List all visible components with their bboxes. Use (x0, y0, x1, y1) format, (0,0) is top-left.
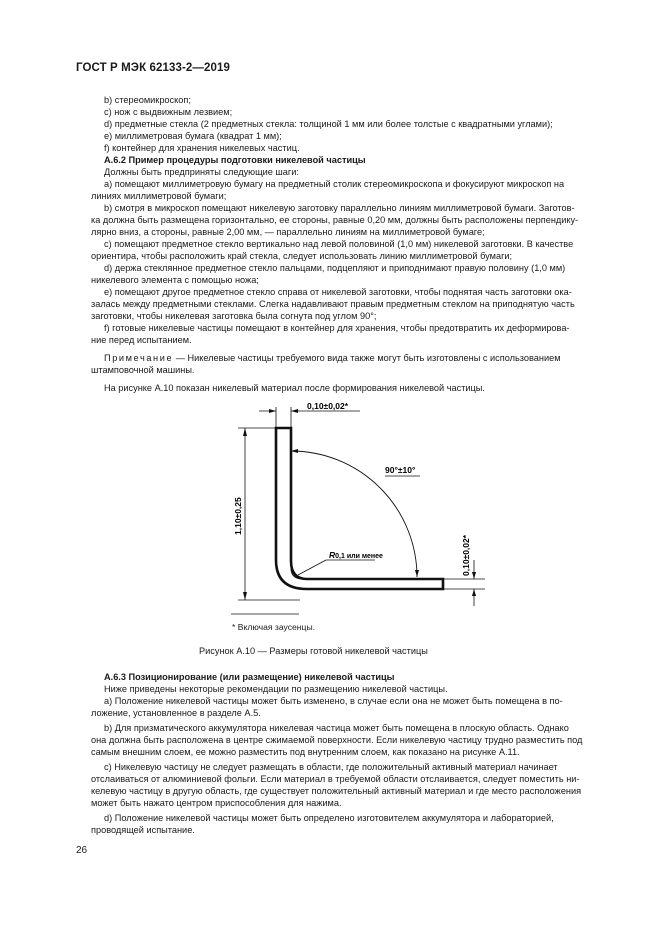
note-text: — Никелевые частицы требуемого вида также могут быть изготовлены с использованием (173, 353, 561, 363)
arrow-head (291, 409, 298, 413)
radius-label (329, 550, 383, 560)
paragraph-line: Ниже приведены некоторые рекомендации по размещению никелевой частицы. (104, 684, 448, 694)
paragraph-line: d) держа стеклянное предметное стекло пальцами, подцепляют и приподнимают правую половину (1,0 мм) (104, 263, 566, 273)
paragraph-line: e) помещают другое предметное стекло справа от никелевой заготовки, чтобы поднятая часть заготовки ока- (104, 287, 572, 297)
arrow-head (472, 589, 476, 596)
arrow-head (472, 572, 476, 579)
dim-right-label: 0,10±0,02* (461, 534, 471, 576)
arrow-head (415, 570, 419, 577)
paragraph-line: проводящей испытание. (91, 825, 195, 835)
paragraph-line: заготовки, чтобы никелевая заготовка была согнута под углом 90°; (91, 311, 377, 321)
paragraph-line: d) Положение никелевой частицы может быть определено изготовителем аккумулятора и лабораторией, (104, 813, 554, 823)
list-item: b) стереомикроскоп; (104, 95, 191, 105)
list-item: e) миллиметровая бумага (квадрат 1 мм); (104, 131, 282, 141)
section-heading-a62: A.6.2 Пример процедуры подготовки никелевой частицы (104, 155, 366, 165)
paragraph-line: отслаиваться от алюминиевой фольги. Если материал в требуемой области отслаивается, следует поместить ни- (91, 774, 580, 784)
paragraph-line: келевую частицу в другую область, где существует положительный активный материал и где место расположения (91, 786, 582, 796)
page-number: 26 (76, 845, 88, 856)
dim-top-label: 0,10±0,02* (307, 401, 349, 411)
paragraph-line: может быть нажато центром приспособления для нажима. (91, 798, 342, 808)
paragraph-line: ориентира, чтобы расположить край стекла, следует использовать линию миллиметровой бумаги; (91, 251, 513, 261)
paragraph-line: c) помещают предметное стекло вертикально над левой половиной (1,0 мм) никелевой заготовки. В качестве (104, 239, 574, 249)
figure-reference: На рисунке А.10 показан никелевый материал после формирования никелевой частицы. (104, 383, 485, 393)
paragraph-line: никелевого элемента с помощью ножа; (91, 275, 259, 285)
paragraph-line: залась между предметными стеклами. Слегка надавливают правым предметным стеклом на приподнятую часть (91, 299, 575, 309)
paragraph-line: a) помещают миллиметровую бумагу на предметный столик стереомикроскопа и фокусируют микроскоп на (104, 179, 565, 189)
arrow-head (243, 428, 247, 436)
radius-text: 0,1 или менее (335, 553, 383, 560)
arrow-head (243, 592, 247, 600)
paragraph-line: b) смотря в микроскоп помещают никелевую заготовку параллельно линиям миллиметровой бумаги. Заготов- (104, 203, 575, 213)
list-item: f) контейнер для хранения никелевых частиц. (104, 143, 300, 153)
paragraph-line: Должны быть предприняты следующие шаги: (104, 167, 299, 177)
paragraph-line: b) Для призматического аккумулятора никелевая частица может быть помещена в плоскую область. Однако (104, 723, 569, 733)
dim-left-label: 1,10±0,25 (233, 497, 243, 535)
list-item: c) нож с выдвижным лезвием; (104, 107, 233, 117)
paragraph-line: ка должна быть размещена горизонтально, ее стороны, равные 0,20 мм, должны быть расположены перпендику- (91, 215, 579, 225)
paragraph-line: f) готовые никелевые частицы помещают в контейнер для хранения, чтобы предотвратить их деформирова- (104, 323, 570, 333)
angle-label: 90°±10° (385, 465, 416, 475)
paragraph-line: c) Никелевую частицу не следует размещать в области, где положительный активный материал начинает (104, 762, 558, 772)
note-label: Примечание (104, 353, 174, 363)
document-header: ГОСТ Р МЭК 62133-2—2019 (76, 62, 230, 74)
paragraph-line: она должна быть расположена в центре сжимаемой поверхности. Если никелевую частицу трудно разместить под (91, 735, 583, 745)
nickel-tab-outline (276, 428, 443, 589)
list-item: d) предметные стекла (2 предметных стекла: толщиной 1 мм или более толстые с квадратными углами); (104, 119, 553, 129)
figure-caption: Рисунок А.10 — Размеры готовой никелевой частицы (199, 646, 428, 656)
radius-symbol: R (329, 550, 336, 560)
note-continuation: штамповочной машины. (91, 365, 195, 375)
paragraph-line: самым внешним слоем, ее можно разместить под внутренним слоем, как показано на рисунке А.11. (91, 747, 520, 757)
section-heading-a63: A.6.3 Позиционирование (или размещение) никелевой частицы (104, 672, 395, 682)
arrow-head (269, 409, 276, 413)
figure-footnote: * Включая заусенцы. (232, 622, 316, 632)
leader-line (298, 560, 326, 575)
paragraph-line: лярно вниз, а стороны, равные 2,00 мм, — параллельно линиям на миллиметровой бумаге; (91, 227, 485, 237)
paragraph-line: линиях миллиметровой бумаги; (91, 191, 227, 201)
paragraph-line: ние перед испытанием. (91, 335, 192, 345)
paragraph-line: a) Положение никелевой частицы может быть изменено, в случае если она не может быть помещена в по- (104, 696, 563, 706)
paragraph-line: ложение, установленное в разделе А.5. (91, 708, 261, 718)
